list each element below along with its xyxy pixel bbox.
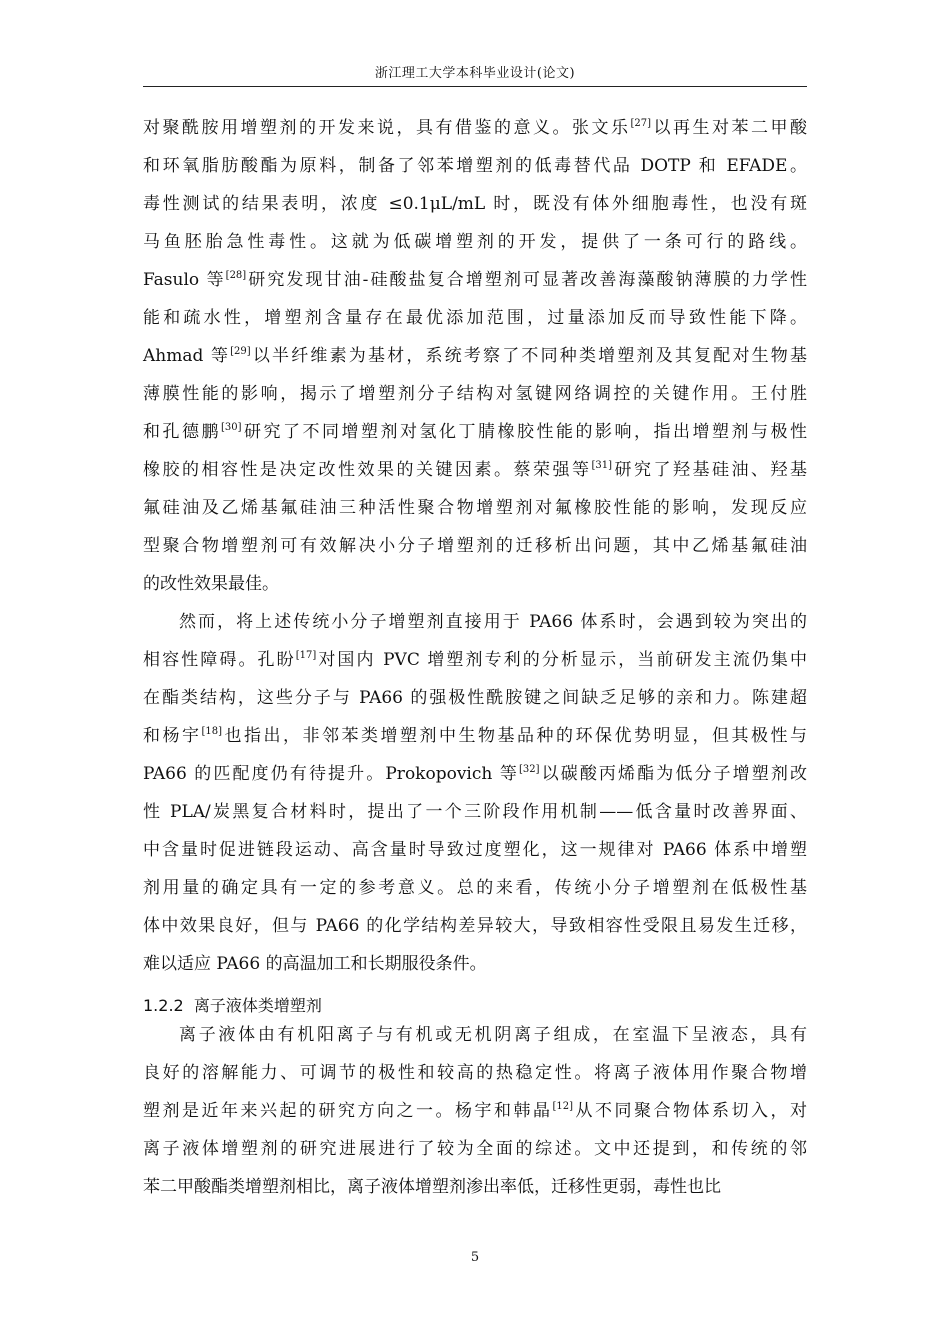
text-run: 难以适应 PA66 的高温加工和长期服役条件。 xyxy=(143,954,487,974)
citation-ref: [31] xyxy=(591,460,613,471)
text-line xyxy=(143,603,807,641)
document-body xyxy=(143,109,807,1206)
page-header: 浙江理工大学本科毕业设计(论文) xyxy=(143,62,807,87)
citation-ref: [17] xyxy=(295,650,317,661)
text-line xyxy=(143,1130,807,1168)
text-line xyxy=(143,945,807,983)
text-line xyxy=(143,299,807,337)
section-number: 1.2.2 xyxy=(143,996,184,1015)
text-line xyxy=(143,489,807,527)
text-run: 氟硅油及乙烯基氟硅油三种活性聚合物增塑剂对氟橡胶性能的影响，发现反应 xyxy=(143,498,807,518)
text-run: 相容性障碍。孔盼 xyxy=(143,650,296,670)
section-title: 离子液体类增塑剂 xyxy=(193,996,322,1015)
citation-ref: [32] xyxy=(518,764,540,775)
text-run: 和环氧脂肪酸酯为原料，制备了邻苯增塑剂的低毒替代品 DOTP 和 EFADE。 xyxy=(143,156,807,176)
text-run: 在酯类结构，这些分子与 PA66 的强极性酰胺键之间缺乏足够的亲和力。陈建超 xyxy=(143,688,807,708)
text-run: 良好的溶解能力、可调节的极性和较高的热稳定性。将离子液体用作聚合物增 xyxy=(143,1063,807,1083)
text-run: 研究了不同增塑剂对氢化丁腈橡胶性能的影响，指出增塑剂与极性 xyxy=(241,422,808,442)
text-run: 以碳酸丙烯酯为低分子增塑剂改 xyxy=(539,764,808,784)
text-line xyxy=(143,185,807,223)
citation-ref: [12] xyxy=(552,1101,574,1112)
text-line xyxy=(143,375,807,413)
text-run: 能和疏水性，增塑剂含量存在最优添加范围，过量添加反而导致性能下降。 xyxy=(143,308,807,328)
text-run: 也指出，非邻苯类增塑剂中生物基品种的环保优势明显，但其极性与 xyxy=(222,726,808,746)
text-run: 研究发现甘油-硅酸盐复合增塑剂可显著改善海藻酸钠薄膜的力学性 xyxy=(246,270,807,290)
text-run: 塑剂是近年来兴起的研究方向之一。杨宇和韩晶 xyxy=(143,1101,553,1121)
text-run: 橡胶的相容性是决定改性效果的关键因素。蔡荣强等 xyxy=(143,460,592,480)
text-run: 性 PLA/炭黑复合材料时，提出了一个三阶段作用机制——低含量时改善界面、 xyxy=(143,802,807,822)
citation-ref: [27] xyxy=(630,118,652,129)
paragraph xyxy=(143,1016,807,1206)
text-line xyxy=(143,869,807,907)
page-number: 5 xyxy=(470,1250,480,1265)
text-run: 和孔德鹏 xyxy=(143,422,221,442)
text-line xyxy=(143,147,807,185)
text-line xyxy=(143,413,807,451)
text-run: 毒性测试的结果表明，浓度 ≤0.1μL/mL 时，既没有体外细胞毒性，也没有斑 xyxy=(143,194,807,214)
text-run: 离子液体由有机阳离子与有机或无机阴离子组成，在室温下呈液态，具有 xyxy=(179,1025,807,1045)
text-run: Ahmad 等 xyxy=(143,346,231,366)
text-line xyxy=(143,641,807,679)
text-run: 马鱼胚胎急性毒性。这就为低碳增塑剂的开发，提供了一条可行的路线。 xyxy=(143,232,807,252)
text-line xyxy=(143,755,807,793)
text-run: 体中效果良好，但与 PA66 的化学结构差异较大，导致相容性受限且易发生迁移， xyxy=(143,916,807,936)
text-run: 以半纤维素为基材，系统考察了不同种类增塑剂及其复配对生物基 xyxy=(250,346,807,366)
text-run: 型聚合物增塑剂可有效解决小分子增塑剂的迁移析出问题，其中乙烯基氟硅油 xyxy=(143,536,807,556)
text-line xyxy=(143,565,807,603)
text-run: 然而，将上述传统小分子增塑剂直接用于 PA66 体系时，会遇到较为突出的 xyxy=(179,612,807,632)
text-run: 研究了羟基硅油、羟基 xyxy=(612,460,808,480)
text-line xyxy=(143,793,807,831)
paragraph-group xyxy=(143,109,807,983)
text-line xyxy=(143,907,807,945)
citation-ref: [30] xyxy=(221,422,242,433)
text-run: 以再生对苯二甲酸 xyxy=(651,118,808,138)
text-line xyxy=(143,223,807,261)
paragraph-group xyxy=(143,1016,807,1206)
paragraph xyxy=(143,109,807,603)
text-run: PA66 的匹配度仍有待提升。Prokopovich 等 xyxy=(143,764,519,784)
citation-ref: [28] xyxy=(225,270,247,281)
citation-ref: [18] xyxy=(201,726,223,737)
text-run: 对聚酰胺用增塑剂的开发来说，具有借鉴的意义。张文乐 xyxy=(143,118,631,138)
text-run: Fasulo 等 xyxy=(143,270,226,290)
text-line xyxy=(143,1016,807,1054)
text-run: 苯二甲酸酯类增塑剂相比，离子液体增塑剂渗出率低，迁移性更弱，毒性也比 xyxy=(143,1177,721,1197)
text-run: 从不同聚合物体系切入，对 xyxy=(573,1101,808,1121)
text-line xyxy=(143,109,807,147)
text-run: 和杨宇 xyxy=(143,726,202,746)
paragraph xyxy=(143,603,807,983)
text-run: 的改性效果最佳。 xyxy=(143,574,279,594)
text-line xyxy=(143,527,807,565)
text-line xyxy=(143,717,807,755)
text-run: 离子液体增塑剂的研究进展进行了较为全面的综述。文中还提到，和传统的邻 xyxy=(143,1139,807,1159)
text-run: 中含量时促进链段运动、高含量时导致过度塑化，这一规律对 PA66 体系中增塑 xyxy=(143,840,807,860)
text-run: 剂用量的确定具有一定的参考意义。总的来看，传统小分子增塑剂在低极性基 xyxy=(143,878,807,898)
text-run: 对国内 PVC 增塑剂专利的分析显示，当前研发主流仍集中 xyxy=(316,650,808,670)
text-run: 薄膜性能的影响，揭示了增塑剂分子结构对氢键网络调控的关键作用。王付胜 xyxy=(143,384,807,404)
text-line xyxy=(143,1092,807,1130)
text-line xyxy=(143,451,807,489)
text-line xyxy=(143,679,807,717)
section-heading xyxy=(143,993,807,1016)
citation-ref: [29] xyxy=(230,346,251,357)
text-line xyxy=(143,831,807,869)
text-line xyxy=(143,337,807,375)
text-line xyxy=(143,1168,807,1206)
text-line xyxy=(143,1054,807,1092)
text-line xyxy=(143,261,807,299)
